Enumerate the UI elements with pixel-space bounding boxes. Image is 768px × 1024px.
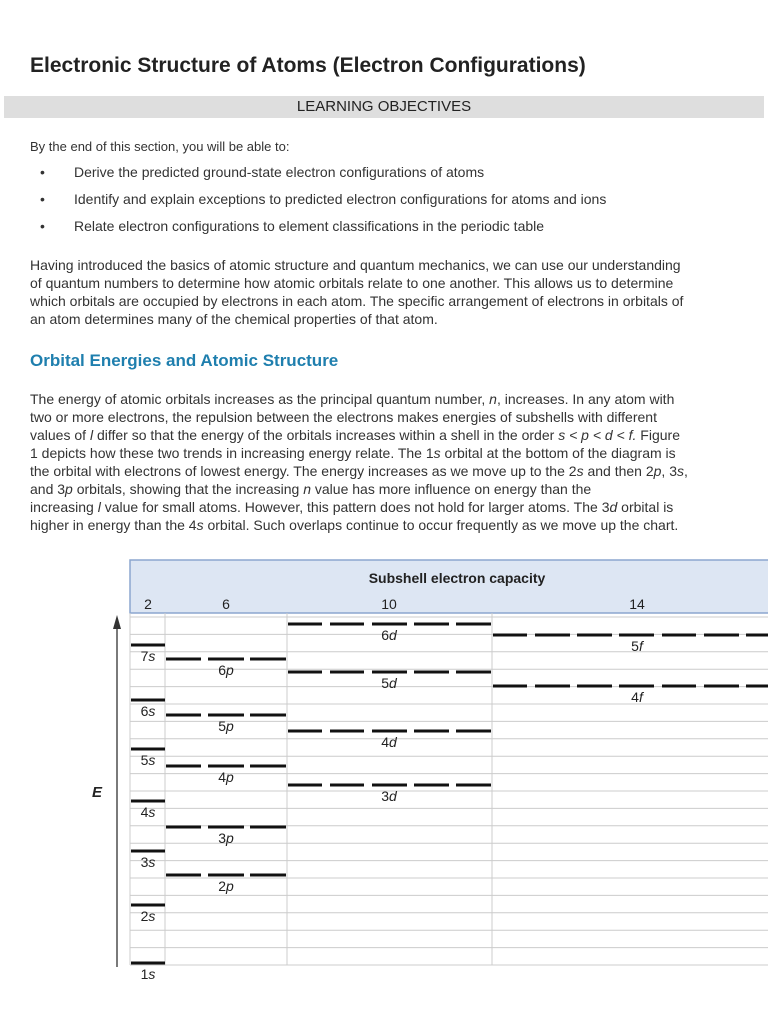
subshell-label: 6p (218, 662, 234, 678)
list-item (30, 164, 750, 191)
capacity-label: 6 (222, 596, 230, 612)
capacity-label: 10 (381, 596, 397, 612)
subshell-label: 2s (140, 908, 156, 924)
paragraph-line: of quantum numbers to determine how atomic orbitals relate to one another. This allows us to determine (30, 275, 674, 291)
subshell-label: 7s (140, 648, 156, 664)
capacity-label: 14 (629, 596, 645, 612)
subshell-label: 4f (631, 689, 643, 705)
objective-text: Derive the predicted ground-state electron configurations of atoms (74, 164, 485, 180)
paragraph-line: which orbitals are occupied by electrons in each atom. The specific arrangement of electrons in orbitals of (30, 293, 684, 309)
capacity-label: 2 (144, 596, 152, 612)
paragraph-line: an atom determines many of the chemical properties of that atom. (30, 311, 438, 327)
objective-text: Relate electron configurations to element classifications in the periodic table (74, 218, 545, 234)
bullet-icon: • (40, 164, 45, 180)
energy-axis-label: E (91, 784, 103, 801)
subshell-label: 6d (381, 627, 397, 643)
objectives-list (30, 164, 750, 245)
subshell-label: 4d (381, 734, 397, 750)
orbital-energy-diagram (0, 555, 768, 1024)
list-item (30, 191, 750, 218)
objectives-intro: By the end of this section, you will be able to: (30, 139, 290, 154)
subshell-label: 3s (140, 854, 156, 870)
arrow-up-icon (113, 615, 121, 629)
subshell-label: 3d (381, 788, 397, 804)
intro-paragraph (30, 256, 750, 328)
learning-objectives-header: LEARNING OBJECTIVES (4, 96, 764, 118)
subshell-label: 4s (140, 804, 156, 820)
subshell-label: 5p (218, 718, 234, 734)
list-item (30, 218, 750, 245)
capacity-header-title: Subshell electron capacity (368, 570, 546, 586)
page-title: Electronic Structure of Atoms (Electron Configurations) (30, 54, 586, 77)
bullet-icon: • (40, 218, 45, 234)
subshell-label: 5s (140, 752, 156, 768)
subshell-label: 2p (218, 878, 234, 894)
energy-paragraph: The energy of atomic orbitals increases as the principal quantum number, n, increases. In any atom with two or more electrons, the repulsion between the electrons makes energies of subshells with different values of l differ so that the energy of the orbitals increases within a shell in the order s < p < d < f. Figure 1 depicts how these two trends in increasing energy relate. The 1s orbital at the bottom of the diagram is the orbital with electrons of lowest energy. The energy increases as we move up to the 2s and then 2p, 3s, and 3p orbitals, showing that the increasing n value has more influence on energy than the increasing l value for small atoms. However, this pattern does not hold for larger atoms. The 3d orbital is higher in energy than the 4s orbital. Such overlaps continue to occur frequently as we move up the chart. (30, 391, 688, 533)
subshell-label: 5f (631, 638, 643, 654)
subshell-label: 3p (218, 830, 234, 846)
subshell-label: 4p (218, 769, 234, 785)
subshell-label: 1s (140, 966, 156, 982)
subshell-label: 6s (140, 703, 156, 719)
objective-text: Identify and explain exceptions to predicted electron configurations for atoms and ions (74, 191, 607, 207)
bullet-icon: • (40, 191, 45, 207)
section-heading: Orbital Energies and Atomic Structure (30, 351, 339, 370)
paragraph-line: Having introduced the basics of atomic structure and quantum mechanics, we can use our understanding (30, 257, 681, 273)
subshell-label: 5d (381, 675, 397, 691)
